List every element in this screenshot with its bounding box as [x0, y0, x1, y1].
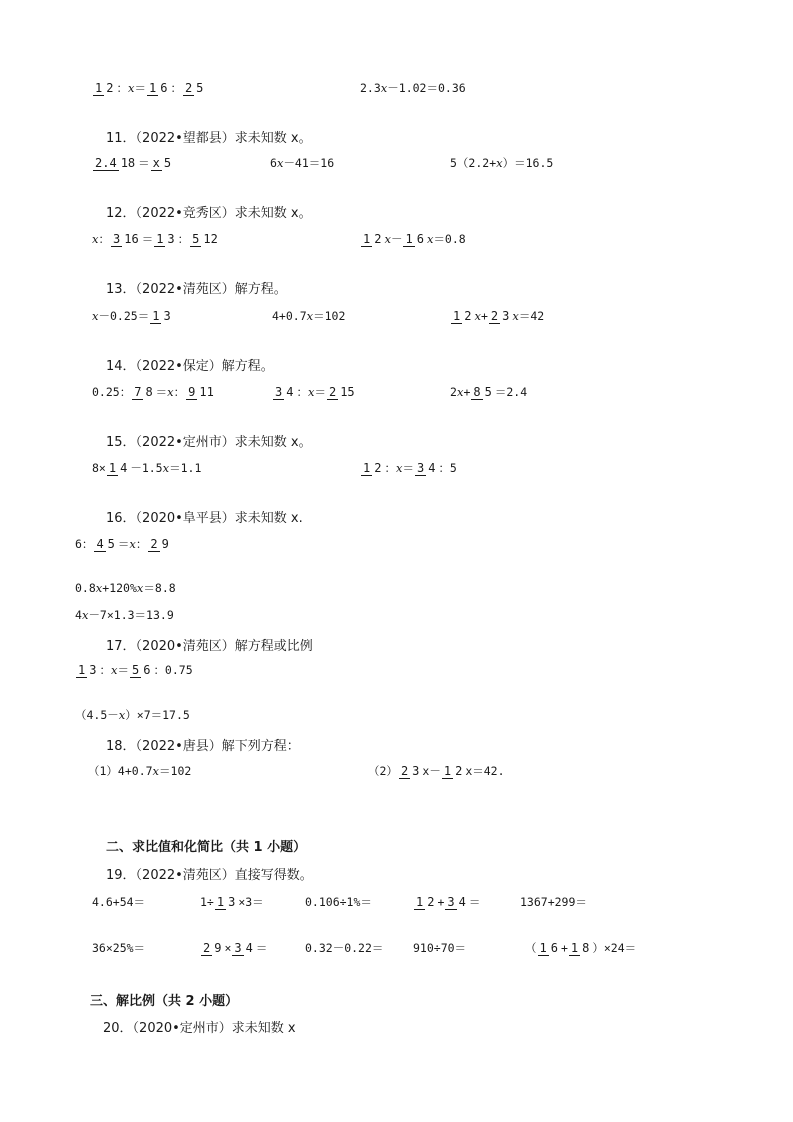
equation-text: 36×25%＝: [92, 941, 146, 955]
denominator: 6: [160, 80, 168, 95]
equation-text: ：: [173, 385, 186, 399]
equation-text: 0.8: [75, 581, 96, 595]
fraction: [273, 385, 295, 400]
numerator: 3: [113, 231, 121, 246]
equation-text: 0.32－0.22＝: [305, 941, 384, 955]
equation-text: 4+0.7: [272, 309, 307, 323]
equation: [270, 155, 334, 171]
denominator: 2: [464, 308, 472, 323]
fraction: [154, 232, 176, 247]
equation-text: （2）: [368, 764, 398, 778]
numerator: 5: [131, 662, 140, 677]
equation: [88, 763, 191, 779]
fraction: [414, 895, 436, 910]
equation-text: 4.6+54＝: [92, 895, 146, 909]
variable: x: [118, 708, 126, 722]
fraction: [190, 232, 220, 247]
numerator: 1: [416, 894, 424, 909]
denominator: 16: [124, 231, 139, 246]
equation-text: ：: [177, 232, 190, 246]
equation: [413, 894, 480, 910]
equation-text: ：: [98, 232, 110, 246]
question-heading: 19．（2022•清苑区）直接写得数。: [106, 868, 313, 883]
equation-text: +: [560, 941, 568, 955]
variable: x: [456, 385, 464, 399]
variable: x: [95, 581, 103, 595]
variable: x: [167, 385, 174, 399]
numerator: 7: [134, 384, 142, 399]
equation: [92, 231, 221, 247]
equation-text: 910÷70＝: [413, 941, 467, 955]
fraction: [151, 156, 173, 171]
denominator: 2: [106, 80, 114, 95]
denominator: 15: [340, 384, 355, 399]
numerator: 1: [78, 662, 86, 677]
equation-text: ＝: [468, 895, 481, 909]
equation-text: 2: [450, 385, 457, 399]
question-heading: 16．（2020•阜平县）求未知数 x.: [106, 511, 303, 526]
variable: x: [136, 581, 144, 595]
equation-text: ＝: [134, 81, 146, 95]
equation-text: ）×24＝: [592, 941, 637, 955]
denominator: 3: [502, 308, 510, 323]
variable: x: [426, 232, 434, 246]
equation-text: 8×: [92, 461, 106, 475]
fraction: [111, 232, 141, 247]
equation: [525, 940, 636, 956]
equation: [92, 940, 145, 956]
equation-text: ：: [170, 81, 182, 95]
numerator: 1: [156, 231, 164, 246]
numerator: 9: [188, 384, 196, 399]
equation-text: ＝: [255, 941, 268, 955]
denominator: 4: [428, 460, 436, 475]
numerator: 1: [363, 231, 371, 246]
equation-text: 1367+299＝: [520, 895, 587, 909]
denominator: 6: [143, 662, 151, 677]
numerator: 1: [148, 80, 157, 95]
equation-text: x＝42.: [465, 764, 505, 778]
variable: x: [395, 461, 403, 475]
section-heading: 二、求比值和化简比（共 1 小题）: [106, 840, 307, 855]
variable: x: [92, 232, 99, 246]
variable: x: [127, 81, 135, 95]
numerator: 1: [216, 894, 225, 909]
equation: [92, 308, 174, 324]
equation-text: ：: [116, 81, 128, 95]
equation-text: －1.5: [130, 461, 163, 475]
denominator: 9: [214, 940, 222, 955]
equation-text: ＝: [117, 537, 130, 551]
denominator: 6: [550, 940, 558, 955]
numerator: 2: [328, 384, 337, 399]
equation-text: ＝102: [159, 764, 192, 778]
fraction: [489, 309, 511, 324]
equation-text: 0.25：: [92, 385, 132, 399]
fraction: [150, 309, 172, 324]
equation-text: －7×1.3＝13.9: [88, 608, 174, 622]
numerator: 1: [570, 940, 579, 955]
fraction: [327, 385, 357, 400]
variable: x: [384, 232, 391, 246]
denominator: 2: [455, 763, 463, 778]
equation-text: ＝: [314, 385, 326, 399]
denominator: 4: [245, 940, 253, 955]
equation-text: －41＝16: [283, 156, 335, 170]
numerator: 8: [473, 384, 481, 399]
variable: x: [129, 537, 136, 551]
equation-text: ＝: [402, 461, 414, 475]
equation: [75, 707, 190, 723]
equation-text: ×3＝: [238, 895, 264, 909]
question-heading: 12．（2022•竞秀区）求未知数 x。: [106, 206, 312, 221]
numerator: 5: [192, 231, 200, 246]
equation-text: 2.3: [360, 81, 381, 95]
equation-text: +120%: [102, 581, 137, 595]
question-heading: 17．（2020•清苑区）解方程或比例: [106, 639, 313, 654]
variable: x: [110, 663, 118, 677]
equation-text: +: [480, 309, 488, 323]
numerator: 3: [416, 460, 425, 475]
equation: [305, 940, 383, 956]
fraction: [93, 81, 115, 96]
denominator: 3: [228, 894, 236, 909]
equation: [360, 460, 457, 476]
variable: x: [474, 309, 481, 323]
fraction: [147, 81, 169, 96]
equation-text: x－: [422, 764, 441, 778]
equation-text: ＝42: [518, 309, 545, 323]
denominator: 4: [120, 460, 128, 475]
denominator: 3: [89, 662, 97, 677]
fraction: [403, 232, 425, 247]
fraction: [471, 385, 493, 400]
denominator: 3: [412, 763, 420, 778]
equation: [450, 308, 544, 324]
denominator: 6: [416, 231, 424, 246]
question-heading: 11．（2022•望都县）求未知数 x。: [106, 131, 312, 146]
equation-text: ：: [384, 461, 396, 475]
variable: x: [512, 309, 519, 323]
numerator: 2: [150, 536, 158, 551]
equation: [450, 384, 527, 400]
variable: x: [496, 156, 503, 170]
fraction: [148, 537, 170, 552]
equation-text: －: [390, 232, 403, 246]
fraction: [415, 461, 437, 476]
variable: x: [276, 156, 284, 170]
equation: [92, 894, 145, 910]
numerator: 1: [405, 231, 413, 246]
variable: x: [92, 309, 99, 323]
denominator: 8: [582, 940, 590, 955]
numerator: x: [152, 155, 160, 170]
equation: [413, 940, 466, 956]
denominator: 8: [145, 384, 153, 399]
question-heading: 13．（2022•清苑区）解方程。: [106, 282, 287, 297]
equation-text: ＝8.8: [143, 581, 176, 595]
equation-text: ＝0.8: [433, 232, 466, 246]
numerator: 2: [490, 308, 499, 323]
equation-text: ＝: [155, 385, 168, 399]
variable: x: [307, 385, 315, 399]
variable: x: [306, 309, 314, 323]
numerator: 1: [453, 308, 461, 323]
denominator: 4: [286, 384, 294, 399]
denominator: 5: [196, 80, 204, 95]
denominator: 3: [163, 308, 171, 323]
equation-text: ＝1.1: [169, 461, 202, 475]
fraction: [442, 764, 464, 779]
variable: x: [81, 608, 89, 622]
fraction: [538, 941, 560, 956]
fraction: [361, 232, 383, 247]
denominator: 11: [199, 384, 214, 399]
equation-text: ：: [296, 385, 308, 399]
equation: [200, 940, 267, 956]
numerator: 1: [95, 80, 103, 95]
equation-text: （: [525, 941, 537, 955]
fraction: [201, 941, 223, 956]
fraction: [215, 895, 237, 910]
fraction: [130, 663, 152, 678]
numerator: 1: [443, 763, 452, 778]
denominator: 4: [458, 894, 466, 909]
equation: [520, 894, 587, 910]
section-heading: 三、解比例（共 2 小题）: [90, 994, 239, 1009]
equation-text: 0.106÷1%＝: [305, 895, 372, 909]
equation-text: 6：: [75, 537, 94, 551]
equation-text: －0.25＝: [98, 309, 150, 323]
question-heading: 14．（2022•保定）解方程。: [106, 359, 274, 374]
numerator: 1: [152, 308, 160, 323]
fraction: [94, 537, 116, 552]
equation-text: +: [463, 385, 471, 399]
fraction: [232, 941, 254, 956]
fraction: [76, 663, 98, 678]
numerator: 2: [203, 940, 211, 955]
equation-text: ：: [135, 537, 148, 551]
equation: [75, 580, 176, 596]
equation-text: ＝: [141, 232, 154, 246]
question-heading: 20．（2020•定州市）求未知数 x: [103, 1021, 296, 1036]
equation-text: 1÷: [200, 895, 214, 909]
equation-text: 5（2.2+: [450, 156, 497, 170]
denominator: 3: [167, 231, 175, 246]
equation: [75, 536, 172, 552]
numerator: 4: [96, 536, 104, 551]
equation: [368, 763, 505, 779]
denominator: 12: [203, 231, 218, 246]
equation: [92, 80, 206, 96]
equation-text: （1）4+0.7: [88, 764, 153, 778]
question-heading: 18．（2022•唐县）解下列方程：: [106, 739, 300, 754]
denominator: 2: [427, 894, 435, 909]
variable: x: [380, 81, 388, 95]
variable: x: [152, 764, 160, 778]
numerator: 3: [234, 940, 242, 955]
denominator: 18: [120, 155, 136, 170]
fraction: [186, 385, 216, 400]
denominator: 2: [374, 231, 382, 246]
fraction: [569, 941, 591, 956]
fraction: [399, 764, 421, 779]
numerator: 3: [447, 894, 455, 909]
numerator: 3: [275, 384, 283, 399]
equation-text: ）＝16.5: [502, 156, 554, 170]
equation-text: ＝: [138, 156, 150, 170]
equation: [92, 384, 217, 400]
denominator: 5: [107, 536, 115, 551]
equation: [92, 155, 174, 171]
equation: [92, 460, 201, 476]
equation-text: －1.02＝0.36: [387, 81, 466, 95]
equation-text: +: [437, 895, 445, 909]
equation-text: ＝2.4: [494, 385, 528, 399]
equation-text: ：5: [438, 461, 457, 475]
fraction: [445, 895, 467, 910]
equation-text: ×: [224, 941, 232, 955]
fraction: [183, 81, 205, 96]
denominator: 9: [161, 536, 169, 551]
equation-text: ＝: [117, 663, 129, 677]
equation: [200, 894, 264, 910]
equation: [360, 231, 466, 247]
numerator: 1: [363, 460, 371, 475]
equation: [360, 80, 466, 96]
numerator: 2: [400, 763, 409, 778]
equation-text: ：: [99, 663, 111, 677]
question-heading: 15．（2022•定州市）求未知数 x。: [106, 435, 312, 450]
equation-text: 6: [270, 156, 277, 170]
equation: [272, 308, 345, 324]
equation-text: ）×7＝17.5: [125, 708, 190, 722]
fraction: [93, 156, 137, 171]
equation-text: ：0.75: [153, 663, 193, 677]
equation-text: （4.5－: [75, 708, 119, 722]
fraction: [451, 309, 473, 324]
equation: [75, 662, 193, 678]
numerator: 2.4: [95, 155, 117, 170]
equation: [450, 155, 553, 171]
denominator: 5: [484, 384, 492, 399]
equation-text: 4: [75, 608, 82, 622]
equation: [305, 894, 372, 910]
equation-text: ＝102: [313, 309, 346, 323]
numerator: 2: [184, 80, 193, 95]
fraction: [132, 385, 154, 400]
denominator: 5: [163, 155, 172, 170]
equation: [272, 384, 358, 400]
numerator: 1: [108, 460, 117, 475]
fraction: [361, 461, 383, 476]
variable: x: [162, 461, 170, 475]
fraction: [107, 461, 129, 476]
denominator: 2: [374, 460, 382, 475]
numerator: 1: [539, 940, 547, 955]
equation: [75, 607, 174, 623]
